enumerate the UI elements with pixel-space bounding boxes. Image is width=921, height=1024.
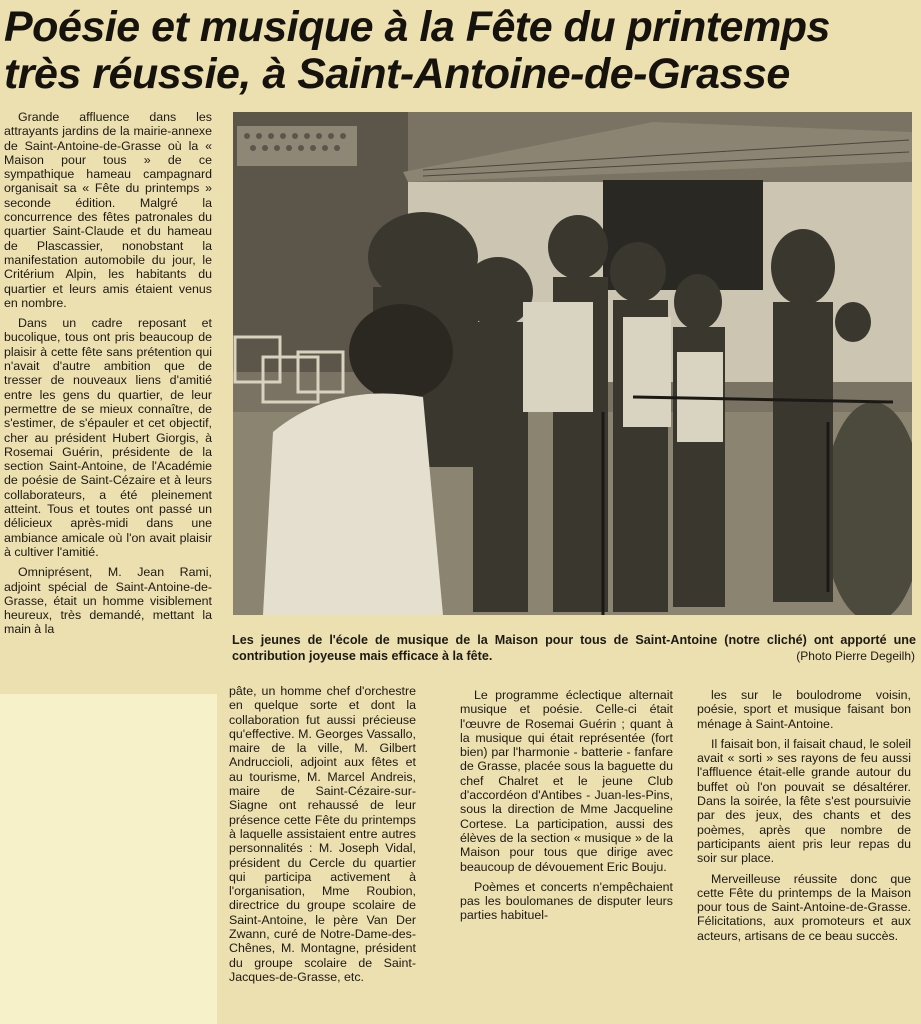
paragraph: pâte, un homme chef d'orchestre en quelque sorte et dont la collaboration fut aussi précieuse qu'effective. M. Georges Vassallo, maire de la ville, M. Gilbert Andruccioli, adjoint aux fêtes et au tourisme, M. Marcel Andreis, maire de Saint-Cézaire-sur-Siagne ont rehaussé de leur présence cette Fête du printemps à laquelle assistaient entre autres personnalités : M. Joseph Vidal, président du Cercle du quartier qui participa activement à l'organisation, Mme Roubion, directrice du groupe scolaire de Saint-Antoine, le père Van Der Zwann, curé de Notre-Dame-des-Chênes, M. Montagne, président du groupe scolaire de Saint-Jacques-de-Grasse, etc. — [229, 684, 416, 984]
paragraph: Grande affluence dans les attrayants jardins de la mairie-annexe de Saint-Antoine-de-Grasse où la « Maison pour tous » de ce sympathique hameau campagnard organisait sa « Fête du printemps » seconde édition. Malgré la concurrence des fêtes patronales du quartier Saint-Claude et du hameau de Plascassier, nonobstant la manifestation automobile du jour, le Critérium Alpin, les habitants du quartier et leurs amis étaient venus en nombre. — [4, 110, 212, 310]
paragraph: Merveilleuse réussite donc que cette Fête du printemps de la Maison pour tous de Saint-Antoine-de-Grasse. Félicitations, aux promoteurs et aux acteurs, artisans de ce beau succès. — [697, 871, 911, 943]
headline-line-2: très réussie, à Saint-Antoine-de-Grasse — [4, 50, 790, 98]
photo-caption: Les jeunes de l'école de musique de la Maison pour tous de Saint-Antoine (notre cliché) ont apporté une contribution joyeuse mais efficace à la fête. — [232, 633, 916, 663]
paragraph: Le programme éclectique alternait musique et poésie. Celle-ci était l'œuvre de Rosemai Guérin ; quant à la musique qui était représentée (fort bien) par l'harmonie - batterie - fanfare de Grasse, placée sous la baguette du chef Chalret et le jeune Club d'accordéon d'Antibes - Juan-les-Pins, sous la direction de Mme Jacqueline Cortese. La participation, aussi des élèves de la section « musique » de la Maison pour tous que dirige avec beaucoup de dévouement Eric Bouju. — [460, 688, 673, 874]
article-headline — [4, 4, 904, 98]
paragraph: Il faisait bon, il faisait chaud, le soleil avait « sorti » ses rayons de feu aussi l'affluence était-elle grande autour du buffet où l'on pouvait se désaltérer. Dans la soirée, la fête s'est poursuivie par des jeux, des chants et des poèmes, après que nombre de participants aient pris leur repas du soir sur place. — [697, 736, 911, 866]
paragraph: les sur le boulodrome voisin, poésie, sport et musique faisant bon ménage à Saint-Antoine. — [697, 688, 911, 731]
column-2 — [229, 684, 416, 990]
paragraph: Poèmes et concerts n'empêchaient pas les boulomanes de disputer leurs parties habituel- — [460, 879, 673, 923]
photo-credit: (Photo Pierre Degeilh) — [796, 649, 915, 663]
photo-illustration — [233, 112, 912, 615]
headline-line-1: Poésie et musique à la Fête du printemps — [4, 3, 830, 51]
left-column — [4, 110, 212, 643]
paragraph: Omniprésent, M. Jean Rami, adjoint spécial de Saint-Antoine-de-Grasse, était un homme visiblement heureux, très demandé, mettant la main à la — [4, 565, 212, 637]
column-3 — [460, 688, 673, 929]
paragraph: Dans un cadre reposant et bucolique, tous ont pris beaucoup de plaisir à cette fête sans prétention qui n'avait d'autre ambition que de tresser de nouveaux liens d'amitié entre les gens du quartier, de leur permettre de se mieux connaître, de s'estimer, de s'épauler et cet objectif, cher au président Hubert Giorgis, à Rosemai Guérin, présidente de la section Saint-Antoine, de l'Académie de poésie de Saint-Cézaire et à leurs collaborateurs, a été pleinement atteint. Tous et toutes ont passé un délicieux après-midi dans une ambiance amicale où l'on avait plaisir à cultiver l'amitié. — [4, 316, 212, 559]
article-photo — [233, 112, 912, 615]
column-4 — [697, 688, 911, 949]
